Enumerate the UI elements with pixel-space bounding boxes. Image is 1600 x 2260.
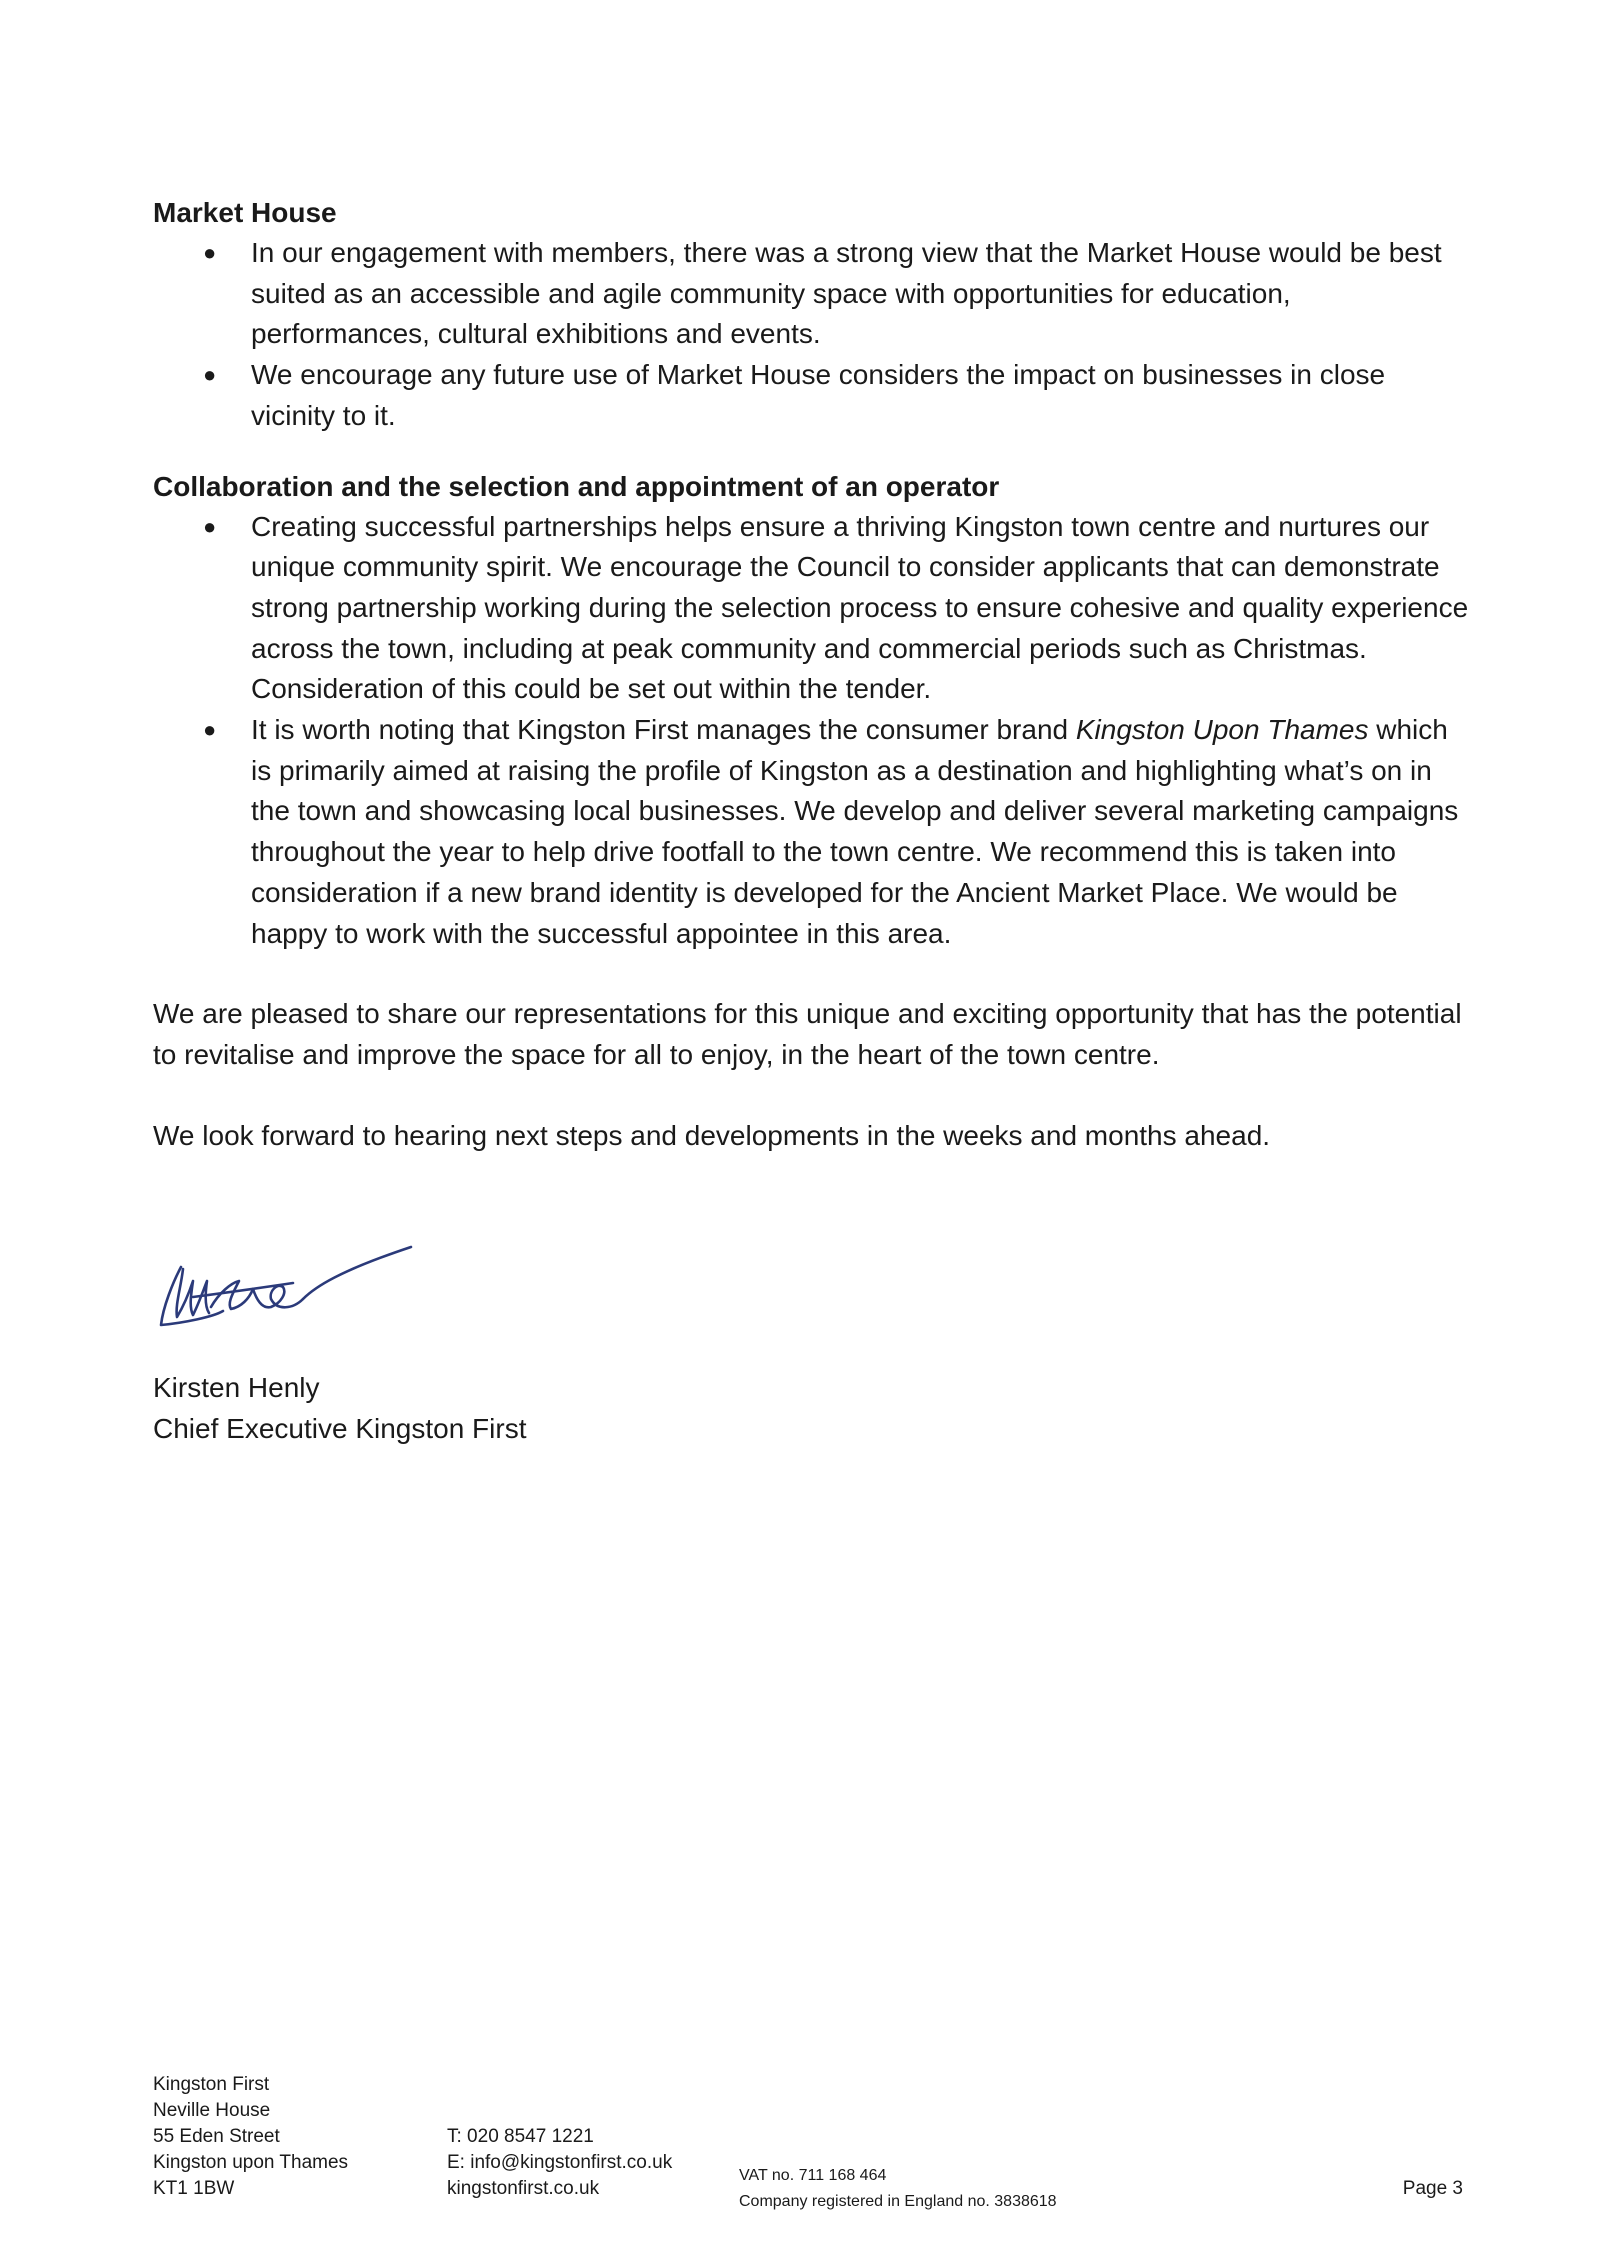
footer-registration — [739, 2163, 1057, 2215]
bullet-icon: ● — [203, 717, 217, 743]
signatory-block — [153, 1367, 527, 1449]
section-market-house — [153, 193, 1473, 437]
closing-paragraph: We look forward to hearing next steps and developments in the weeks and months ahead. — [153, 1119, 1271, 1151]
footer-vat: VAT no. 711 168 464 — [739, 2167, 887, 2184]
bullet-icon: ● — [203, 513, 217, 539]
page-footer — [153, 2072, 1463, 2212]
section-collaboration — [153, 467, 1473, 955]
page-number: Page 3 — [1402, 2178, 1463, 2199]
letter-body — [153, 193, 1473, 1196]
signature-image — [153, 1237, 413, 1347]
closing-paragraph: We are pleased to share our representations for this unique and exciting opportunity that has the potential to revitalise and improve the space for all to enjoy, in the heart of the town centre. — [153, 998, 1462, 1070]
brand-name: Kingston Upon Thames — [1075, 714, 1369, 746]
signatory-title: Chief Executive Kingston First — [153, 1413, 527, 1444]
footer-phone: T: 020 8547 1221 — [447, 2126, 594, 2147]
footer-email: E: info@kingstonfirst.co.uk — [447, 2152, 673, 2173]
list-item: ● It is worth noting that Kingston First manages the consumer brand Kingston Upon Thames which is primarily aimed at raising the profile of Kingston as a destination and highlighting what’s on in the town and showcasing local businesses. We develop and deliver several marketing campaigns throughout the year to help drive footfall to the town centre. We recommend this is taken into consideration if a new brand identity is developed for the Ancient Market Place. We would be happy to work with the successful appointee in this area. — [153, 710, 1473, 954]
footer-contact — [447, 2124, 672, 2202]
section-heading: Market House — [153, 197, 337, 228]
section-heading: Collaboration and the selection and appointment of an operator — [153, 470, 1000, 502]
signatory-name: Kirsten Henly — [153, 1372, 320, 1403]
bullet-icon: ● — [203, 240, 217, 265]
bullet-list — [153, 507, 1473, 955]
list-item: ● Creating successful partnerships helps ensure a thriving Kingston town centre and nurtures our unique community spirit. We encourage the Council to consider applicants that can demonstrate strong partnership working during the selection process to ensure cohesive and quality experience across the town, including at peak community and commercial periods such as Christmas. Consideration of this could be set out within the tender. — [153, 507, 1473, 711]
footer-company-number: Company registered in England no. 3838618 — [739, 2193, 1057, 2210]
list-item: ● We encourage any future use of Market House considers the impact on businesses in close vicinity to it. — [153, 355, 1473, 436]
bullet-icon: ● — [203, 362, 217, 388]
footer-website: kingstonfirst.co.uk — [447, 2178, 600, 2199]
footer-address: Kingston First Neville House 55 Eden Street Kingston upon Thames KT1 1BW — [153, 2074, 349, 2199]
bullet-list — [153, 233, 1473, 437]
list-item: ● In our engagement with members, there was a strong view that the Market House would be best suited as an accessible and agile community space with opportunities for education, performances, cultural exhibitions and events. — [153, 233, 1473, 355]
